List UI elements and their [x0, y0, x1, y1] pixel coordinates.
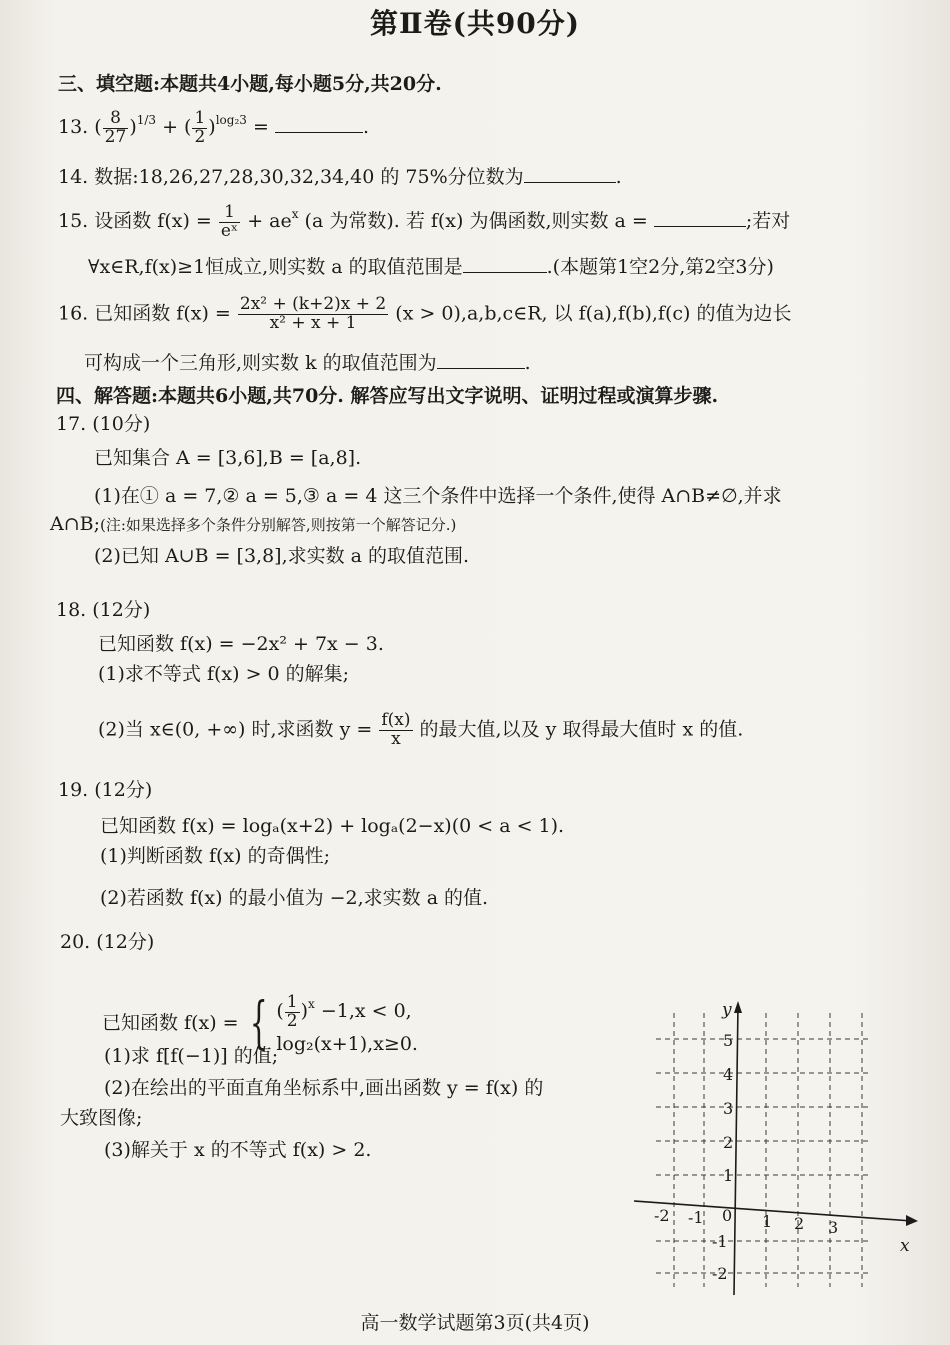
- section-4-header: 四、解答题:本题共6小题,共70分. 解答应写出文字说明、证明过程或演算步骤.: [56, 385, 719, 407]
- y-tick-1: 1: [723, 1166, 734, 1185]
- coordinate-grid[interactable]: [626, 995, 926, 1300]
- question-18-part2: (2)当 x∈(0, +∞) 时,求函数 y = $\frac{f(x)}{x}$ 的最大值,以及 y 取得最大值时 x 的值.: [98, 710, 744, 749]
- y-axis-arrow: [734, 1001, 742, 1013]
- question-18-part1: (1)求不等式 f(x) > 0 的解集;: [98, 663, 350, 685]
- piecewise-brace: {: [249, 991, 268, 1057]
- y-tick-minus-1: -1: [712, 1232, 728, 1251]
- x-axis-label: x: [900, 1236, 910, 1256]
- answer-blank-15b[interactable]: [463, 254, 547, 273]
- answer-blank-14[interactable]: [524, 164, 616, 183]
- y-tick-minus-2: -2: [712, 1264, 728, 1283]
- question-19-header: 19. (12分): [58, 779, 153, 801]
- question-13: 13. ( $\frac{8}{27}$ )$^{1/3}$ + ( $\frac{1}{2}$ )$^{log_23}$ = .: [58, 107, 369, 147]
- y-tick-3: 3: [723, 1099, 734, 1118]
- question-14: 14. 数据:18,26,27,28,30,32,34,40 的 75%分位数为 .: [58, 166, 622, 188]
- question-17-given: 已知集合 A = [3,6],B = [a,8].: [94, 447, 362, 469]
- question-16: 16. 已知函数 f(x) = $\frac{\text{2x² + (k+2)x + 2}}{\text{x² + x + 1}}$ (x > 0),a,b,c∈R, 以 f(a),f(b),f(c) 的值为边长: [58, 294, 792, 333]
- question-18-header: 18. (12分): [56, 599, 151, 621]
- fraction-fx-over-x: $\frac{f(x)}{x}$: [381, 710, 411, 749]
- question-20-part2-cont: 大致图像;: [60, 1107, 143, 1129]
- answer-blank-15a[interactable]: [654, 208, 746, 227]
- fraction-1-over-e-x: $\frac{1}{\text{eˣ}}$: [220, 201, 239, 241]
- fraction-8-27: $\frac{8}{27}$: [104, 107, 127, 147]
- x-tick-minus-2: -2: [654, 1206, 670, 1225]
- question-17-part1: (1)在① a = 7,② a = 5,③ a = 4 这三个条件中选择一个条件,使得 A∩B≠∅,并求: [94, 485, 782, 507]
- question-19-part1: (1)判断函数 f(x) 的奇偶性;: [100, 845, 330, 867]
- x-axis-arrow: [906, 1215, 918, 1226]
- question-20-given: 已知函数 f(x) = { ( $\frac{1}{2}$ )$^x$ −1,x < 0, log₂(x+1),x≥0.: [102, 990, 418, 1050]
- question-20-part2: (2)在绘出的平面直角坐标系中,画出函数 y = f(x) 的: [104, 1077, 544, 1099]
- fraction-1-2: $\frac{1}{2}$: [194, 107, 206, 147]
- question-20-part1: (1)求 f[f(−1)] 的值;: [104, 1045, 279, 1067]
- grid-lines: [656, 1013, 871, 1287]
- part-title: 第Ⅱ卷(共90分): [369, 7, 581, 40]
- x-tick-1: 1: [762, 1212, 773, 1231]
- y-axis-label: y: [722, 1000, 732, 1020]
- question-15-line2: ∀x∈R,f(x)≥1恒成立,则实数 a 的取值范围是 .(本题第1空2分,第2空3分): [88, 256, 774, 278]
- section-3-header: 三、填空题:本题共4小题,每小题5分,共20分.: [58, 73, 442, 95]
- y-tick-2: 2: [723, 1133, 734, 1152]
- answer-blank-16[interactable]: [437, 350, 525, 369]
- question-19-part2: (2)若函数 f(x) 的最小值为 −2,求实数 a 的值.: [100, 887, 489, 909]
- question-17-part2: (2)已知 A∪B = [3,8],求实数 a 的取值范围.: [94, 545, 470, 567]
- question-15: 15. 设函数 f(x) = $\frac{1}{\text{eˣ}}$ + $ae^x$ (a 为常数). 若 f(x) 为偶函数,则实数 a = ;若对: [58, 201, 791, 241]
- question-19-given: 已知函数 f(x) = logₐ(x+2) + logₐ(2−x)(0 < a < 1).: [100, 815, 565, 837]
- x-tick-minus-1: -1: [688, 1208, 704, 1227]
- question-16-line2: 可构成一个三角形,则实数 k 的取值范围为 .: [84, 352, 531, 374]
- fraction-f16: $\frac{\text{2x² + (k+2)x + 2}}{\text{x² + x + 1}}$: [239, 294, 387, 333]
- question-17-header: 17. (10分): [56, 413, 151, 435]
- x-tick-3: 3: [828, 1218, 839, 1237]
- piecewise-case-2: log₂(x+1),x≥0.: [276, 1033, 418, 1056]
- y-tick-5: 5: [723, 1031, 734, 1050]
- x-axis: [634, 1201, 912, 1221]
- origin-label: 0: [722, 1206, 733, 1225]
- question-18-given: 已知函数 f(x) = −2x² + 7x − 3.: [98, 633, 384, 655]
- x-tick-2: 2: [794, 1214, 805, 1233]
- answer-blank-13[interactable]: [275, 114, 363, 133]
- y-tick-4: 4: [723, 1065, 734, 1084]
- y-axis: [734, 1005, 738, 1295]
- piecewise-case-1: ( $\frac{1}{2}$ )$^x$ −1,x < 0,: [276, 991, 412, 1031]
- page-footer: 高一数学试题第3页(共4页): [360, 1312, 590, 1334]
- question-20-part3: (3)解关于 x 的不等式 f(x) > 2.: [104, 1139, 372, 1161]
- question-17-part1-cont: A∩B;(注:如果选择多个条件分别解答,则按第一个解答记分.): [50, 513, 457, 535]
- question-20-header: 20. (12分): [60, 931, 155, 953]
